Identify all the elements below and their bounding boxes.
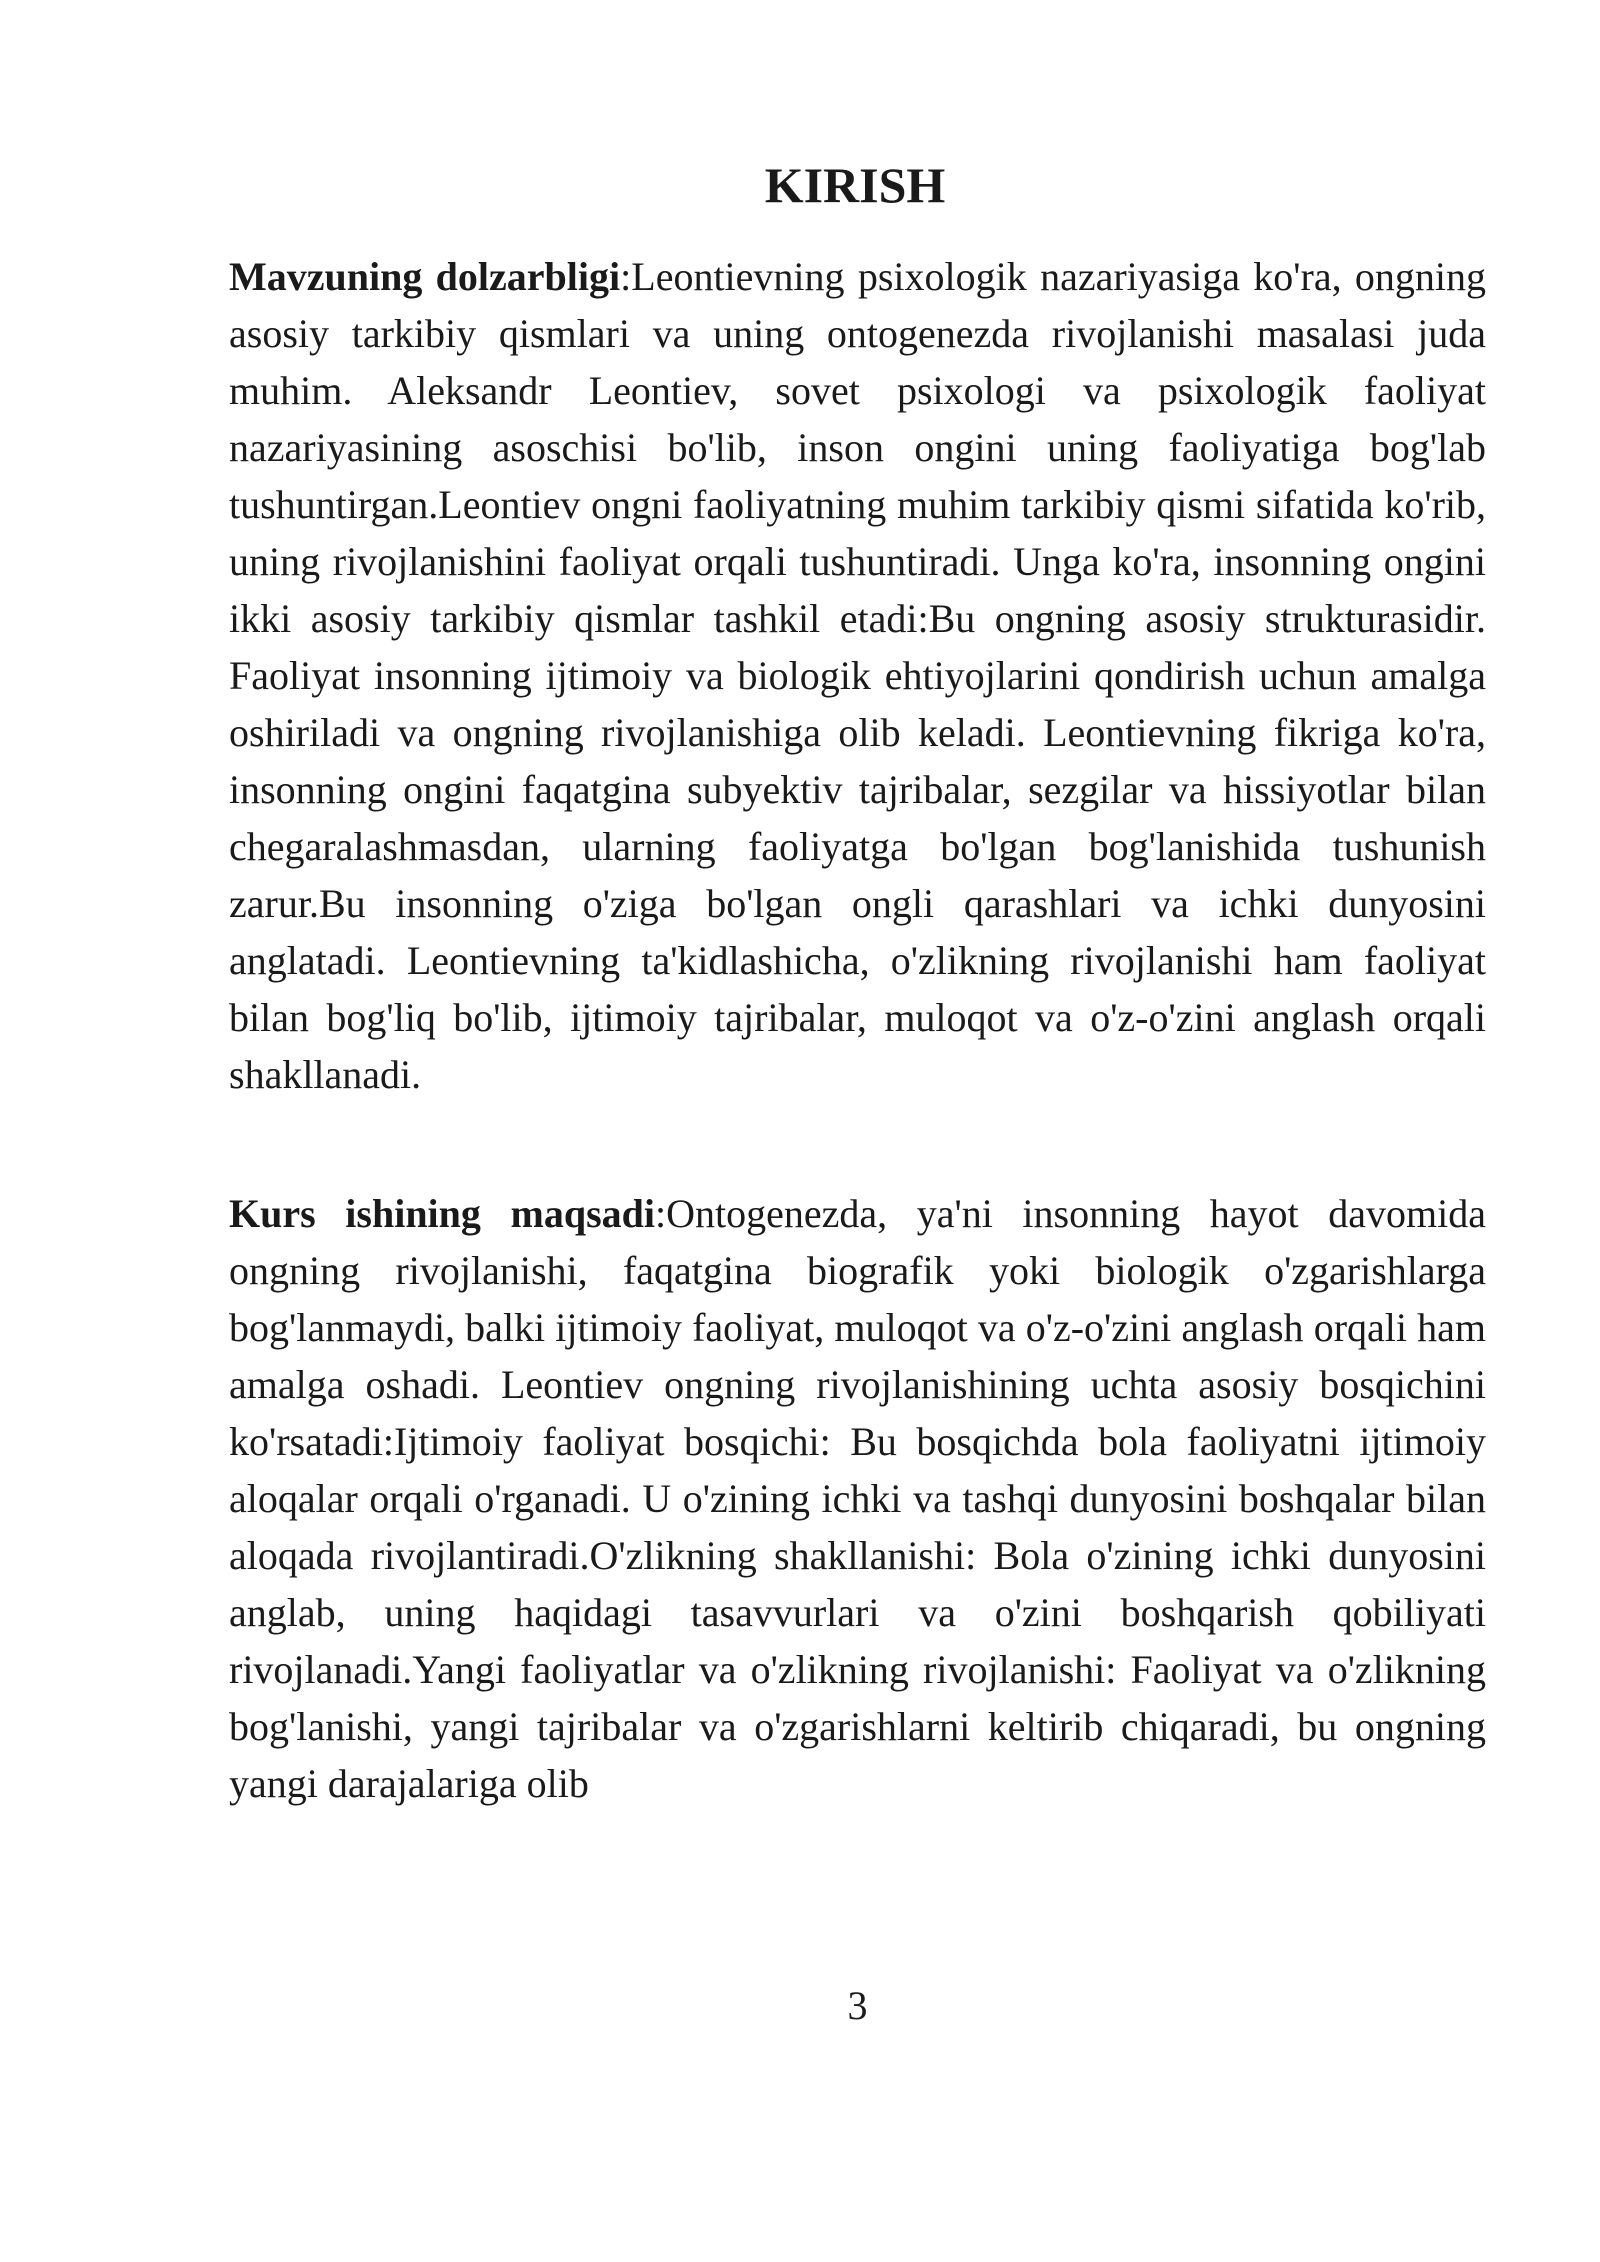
paragraph-goal [229,1185,1486,1812]
paragraph-text-goal: :Ontogenezda, ya'ni insonning hayot davomida ongning rivojlanishi, faqatgina biografik yoki biologik o'zgarishlarga bog'lanmaydi, balki ijtimoiy faoliyat, muloqot va o'z-o'zini anglash orqali ham amalga oshadi. Leontiev ongning rivojlanishining uchta asosiy bosqichini ko'rsatadi:Ijtimoiy faoliyat bosqichi: Bu bosqichda bola faoliyatni ijtimoiy aloqalar orqali o'rganadi. U o'zining ichki va tashqi dunyosini boshqalar bilan aloqada rivojlantiradi.O'zlikning shakllanishi: Bola o'zining ichki dunyosini anglab, uning haqidagi tasavvurlari va o'zini boshqarish qobiliyati rivojlanadi.Yangi faoliyatlar va o'zlikning rivojlanishi: Faoliyat va o'zlikning bog'lanishi, yangi tajribalar va o'zgarishlarni keltirib chiqaradi, bu ongning yangi darajalariga olib [229,1191,1486,1806]
paragraph-label-goal: Kurs ishining maqsadi [229,1191,656,1236]
page-number: 3 [847,1983,868,2028]
page-title: KIRISH [764,157,946,213]
paragraph-text-relevance: :Leontievning psixologik nazariyasiga ko'ra, ongning asosiy tarkibiy qismlari va uning ontogenezda rivojlanishi masalasi juda muhim. Aleksandr Leontiev, sovet psixologi va psixologik faoliyat nazariyasining asoschisi bo'lib, inson ongini uning faoliyatiga bog'lab tushuntirgan.Leontiev ongni faoliyatning muhim tarkibiy qismi sifatida ko'rib, uning rivojlanishini faoliyat orqali tushuntiradi. Unga ko'ra, insonning ongini ikki asosiy tarkibiy qismlar tashkil etadi:Bu ongning asosiy strukturasidir. Faoliyat insonning ijtimoiy va biologik ehtiyojlarini qondirish uchun amalga oshiriladi va ongning rivojlanishiga olib keladi. Leontievning fikriga ko'ra, insonning ongini faqatgina subyektiv tajribalar, sezgilar va hissiyotlar bilan chegaralashmasdan, ularning faoliyatga bo'lgan bog'lanishida tushunish zarur.Bu insonning o'ziga bo'lgan ongli qarashlari va ichki dunyosini anglatadi. Leontievning ta'kidlashicha, o'zlikning rivojlanishi ham faoliyat bilan bog'liq bo'lib, ijtimoiy tajribalar, muloqot va o'z-o'zini anglash orqali shakllanadi. [229,254,1487,1097]
paragraph-label-relevance: Mavzuning dolzarbligi [229,254,621,299]
paragraph-relevance [229,248,1486,1103]
